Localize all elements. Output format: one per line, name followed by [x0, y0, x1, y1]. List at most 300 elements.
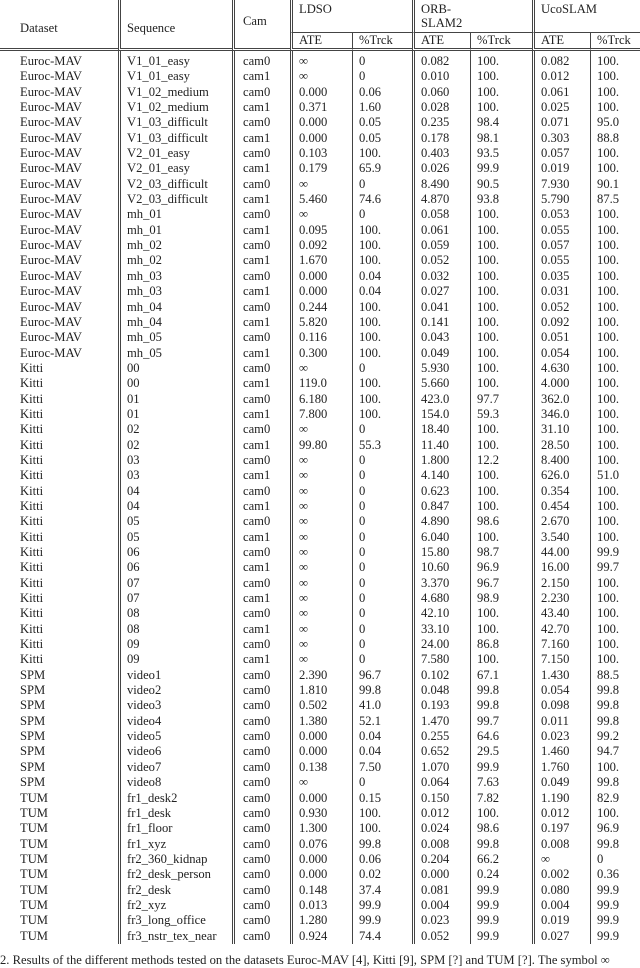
- cell-orb-ate: 4.870: [412, 192, 470, 207]
- cell-uco-ate: 2.230: [532, 591, 590, 606]
- cell-ldso-trck: 0: [352, 69, 412, 84]
- cell-uco-ate: 0.025: [532, 100, 590, 115]
- cell-orb-trck: 67.1: [470, 668, 532, 683]
- cell-dataset: Euroc-MAV: [20, 284, 83, 299]
- cell-dataset: SPM: [20, 713, 46, 728]
- cell-orb-ate: 0.082: [412, 51, 470, 69]
- cell-uco-trck: 99.2: [590, 729, 640, 744]
- cell-ldso-ate: 1.670: [290, 253, 352, 268]
- cell-uco-trck: 100.: [590, 422, 640, 437]
- header-row-methods: [0, 0, 640, 32]
- cell-orb-trck: 100.: [470, 468, 532, 483]
- cell-ldso-ate: 1.300: [290, 821, 352, 836]
- cell-ldso-ate: 0.148: [290, 883, 352, 898]
- cell-orb-trck: 7.63: [470, 775, 532, 790]
- cell-ldso-trck: 99.8: [352, 837, 412, 852]
- cell-orb-trck: 100.: [470, 484, 532, 499]
- cell-orb-trck: 7.82: [470, 791, 532, 806]
- cell-uco-ate: 346.0: [532, 407, 590, 422]
- cell-orb-trck: 99.8: [470, 698, 532, 713]
- table-row: [0, 791, 640, 806]
- cell-cam: cam0: [232, 330, 290, 345]
- cell-ldso-ate: ∞: [290, 177, 352, 192]
- cell-dataset: Kitti: [20, 514, 44, 529]
- cell-ldso-ate: ∞: [290, 545, 352, 560]
- table-row: [0, 85, 640, 100]
- header-method-ldso: [290, 0, 412, 32]
- cell-orb-ate: 0.141: [412, 315, 470, 330]
- cell-cam: cam0: [232, 821, 290, 836]
- cell-ldso-ate: ∞: [290, 775, 352, 790]
- cell-ldso-trck: 0: [352, 560, 412, 575]
- cell-uco-trck: 100.: [590, 100, 640, 115]
- cell-sequence: 04: [118, 499, 232, 514]
- table-row: [0, 622, 640, 637]
- cell-cam: cam0: [232, 484, 290, 499]
- cell-ldso-ate: 5.820: [290, 315, 352, 330]
- cell-orb-trck: 99.8: [470, 683, 532, 698]
- cell-orb-ate: 0.064: [412, 775, 470, 790]
- cell-sequence: V2_01_easy: [118, 146, 232, 161]
- cell-ldso-trck: 100.: [352, 300, 412, 315]
- cell-dataset: Euroc-MAV: [20, 299, 83, 314]
- table-row: [0, 775, 640, 790]
- cell-orb-ate: 6.040: [412, 530, 470, 545]
- cell-uco-ate: 0.057: [532, 238, 590, 253]
- cell-ldso-ate: 0.502: [290, 698, 352, 713]
- cell-sequence: 00: [118, 361, 232, 376]
- cell-cam: cam0: [232, 867, 290, 882]
- cell-uco-ate: 5.790: [532, 192, 590, 207]
- cell-orb-trck: 93.5: [470, 146, 532, 161]
- cell-sequence: fr3_nstr_tex_near: [118, 929, 232, 944]
- cell-uco-ate: 28.50: [532, 438, 590, 453]
- table-row: [0, 560, 640, 575]
- cell-sequence: mh_05: [118, 346, 232, 361]
- cell-uco-ate: 0.031: [532, 284, 590, 299]
- cell-orb-ate: 0.048: [412, 683, 470, 698]
- table-row: [0, 346, 640, 361]
- cell-dataset: Euroc-MAV: [20, 84, 83, 99]
- cell-sequence: fr1_desk2: [118, 791, 232, 806]
- cell-sequence: mh_03: [118, 284, 232, 299]
- cell-sequence: 00: [118, 376, 232, 391]
- table-row: [0, 760, 640, 775]
- cell-sequence: mh_05: [118, 330, 232, 345]
- cell-uco-trck: 99.8: [590, 714, 640, 729]
- cell-ldso-ate: 0.000: [290, 85, 352, 100]
- cell-uco-ate: 0.011: [532, 714, 590, 729]
- cell-uco-trck: 100.: [590, 253, 640, 268]
- cell-ldso-ate: 0.000: [290, 284, 352, 299]
- table-row: [0, 668, 640, 683]
- cell-uco-trck: 100.: [590, 622, 640, 637]
- cell-uco-ate: 0.052: [532, 300, 590, 315]
- cell-orb-trck: 100.: [470, 223, 532, 238]
- cell-orb-ate: 0.043: [412, 330, 470, 345]
- cell-uco-trck: 99.8: [590, 775, 640, 790]
- cell-orb-ate: 1.070: [412, 760, 470, 775]
- cell-orb-ate: 10.60: [412, 560, 470, 575]
- cell-dataset: SPM: [20, 759, 46, 774]
- cell-orb-ate: 0.012: [412, 806, 470, 821]
- cell-cam: cam1: [232, 499, 290, 514]
- cell-cam: cam1: [232, 253, 290, 268]
- cell-orb-ate: 18.40: [412, 422, 470, 437]
- cell-dataset: Euroc-MAV: [20, 192, 83, 207]
- cell-orb-ate: 0.008: [412, 837, 470, 852]
- header-trck: %Trck: [590, 32, 640, 51]
- cell-ldso-ate: 7.800: [290, 407, 352, 422]
- cell-cam: cam0: [232, 115, 290, 130]
- cell-dataset: Kitti: [20, 468, 44, 483]
- cell-dataset: SPM: [20, 729, 46, 744]
- cell-cam: cam0: [232, 545, 290, 560]
- cell-ldso-ate: 0.000: [290, 115, 352, 130]
- cell-ldso-ate: 0.095: [290, 223, 352, 238]
- cell-orb-trck: 100.: [470, 69, 532, 84]
- table-row: [0, 576, 640, 591]
- cell-orb-trck: 100.: [470, 284, 532, 299]
- cell-ldso-trck: 100.: [352, 253, 412, 268]
- cell-ldso-ate: ∞: [290, 560, 352, 575]
- cell-uco-trck: 90.1: [590, 177, 640, 192]
- cell-cam: cam1: [232, 161, 290, 176]
- cell-uco-ate: 1.760: [532, 760, 590, 775]
- cell-orb-ate: 0.193: [412, 698, 470, 713]
- table-row: [0, 714, 640, 729]
- cell-uco-ate: 0.012: [532, 69, 590, 84]
- cell-dataset: Euroc-MAV: [20, 345, 83, 360]
- cell-orb-trck: 100.: [470, 100, 532, 115]
- table-row: [0, 606, 640, 621]
- cell-orb-trck: 99.9: [470, 161, 532, 176]
- cell-ldso-ate: ∞: [290, 637, 352, 652]
- cell-orb-trck: 98.9: [470, 591, 532, 606]
- cell-dataset: Kitti: [20, 591, 44, 606]
- table-row: [0, 69, 640, 84]
- cell-ldso-ate: 0.103: [290, 146, 352, 161]
- cell-uco-trck: 100.: [590, 484, 640, 499]
- cell-cam: cam1: [232, 652, 290, 667]
- cell-sequence: V1_03_difficult: [118, 115, 232, 130]
- cell-ldso-ate: ∞: [290, 576, 352, 591]
- cell-dataset: Kitti: [20, 422, 44, 437]
- table-row: [0, 698, 640, 713]
- cell-sequence: video7: [118, 760, 232, 775]
- cell-uco-ate: 0.035: [532, 269, 590, 284]
- cell-ldso-ate: ∞: [290, 422, 352, 437]
- cell-cam: cam1: [232, 69, 290, 84]
- cell-uco-ate: 0.019: [532, 161, 590, 176]
- cell-uco-trck: 99.9: [590, 883, 640, 898]
- cell-ldso-ate: ∞: [290, 484, 352, 499]
- table-row: [0, 376, 640, 391]
- cell-orb-ate: 0.032: [412, 269, 470, 284]
- cell-orb-ate: 0.041: [412, 300, 470, 315]
- cell-dataset: SPM: [20, 698, 46, 713]
- cell-uco-trck: 0.36: [590, 867, 640, 882]
- cell-ldso-trck: 0: [352, 545, 412, 560]
- cell-cam: cam0: [232, 775, 290, 790]
- cell-orb-trck: 100.: [470, 238, 532, 253]
- cell-dataset: Euroc-MAV: [20, 130, 83, 145]
- cell-sequence: V2_01_easy: [118, 161, 232, 176]
- cell-ldso-ate: 0.013: [290, 898, 352, 913]
- table-row: [0, 192, 640, 207]
- cell-orb-trck: 99.9: [470, 883, 532, 898]
- cell-orb-trck: 100.: [470, 85, 532, 100]
- cell-ldso-ate: 0.930: [290, 806, 352, 821]
- cell-dataset: TUM: [20, 913, 48, 928]
- header-method-orbslam2: [412, 0, 532, 32]
- cell-ldso-ate: 0.000: [290, 269, 352, 284]
- cell-ldso-trck: 0: [352, 622, 412, 637]
- cell-uco-trck: 99.7: [590, 560, 640, 575]
- cell-uco-trck: 99.9: [590, 913, 640, 928]
- cell-orb-trck: 100.: [470, 207, 532, 222]
- table-row: [0, 883, 640, 898]
- cell-orb-trck: 86.8: [470, 637, 532, 652]
- cell-cam: cam0: [232, 177, 290, 192]
- cell-ldso-trck: 100.: [352, 223, 412, 238]
- cell-uco-ate: 362.0: [532, 392, 590, 407]
- cell-ldso-trck: 96.7: [352, 668, 412, 683]
- cell-orb-trck: 96.7: [470, 576, 532, 591]
- cell-ldso-trck: 41.0: [352, 698, 412, 713]
- cell-ldso-ate: 0.924: [290, 929, 352, 944]
- cell-sequence: 01: [118, 407, 232, 422]
- cell-cam: cam0: [232, 146, 290, 161]
- cell-orb-trck: 100.: [470, 300, 532, 315]
- cell-uco-ate: 0.051: [532, 330, 590, 345]
- header-trck: %Trck: [470, 32, 532, 51]
- cell-dataset: Kitti: [20, 437, 44, 452]
- cell-orb-trck: 98.4: [470, 115, 532, 130]
- cell-cam: cam0: [232, 683, 290, 698]
- cell-orb-trck: 0.24: [470, 867, 532, 882]
- cell-ldso-trck: 100.: [352, 376, 412, 391]
- cell-ldso-ate: 0.138: [290, 760, 352, 775]
- cell-ldso-ate: 0.000: [290, 729, 352, 744]
- cell-orb-ate: 423.0: [412, 392, 470, 407]
- cell-uco-ate: 0.004: [532, 898, 590, 913]
- cell-ldso-trck: 100.: [352, 407, 412, 422]
- cell-sequence: 02: [118, 438, 232, 453]
- cell-ldso-trck: 0.06: [352, 85, 412, 100]
- cell-ldso-ate: 1.380: [290, 714, 352, 729]
- cell-orb-ate: 0.024: [412, 821, 470, 836]
- cell-dataset: TUM: [20, 882, 48, 897]
- cell-cam: cam0: [232, 637, 290, 652]
- cell-ldso-trck: 100.: [352, 346, 412, 361]
- cell-sequence: V1_02_medium: [118, 100, 232, 115]
- cell-orb-ate: 0.026: [412, 161, 470, 176]
- cell-dataset: Kitti: [20, 545, 44, 559]
- cell-dataset: TUM: [20, 790, 48, 805]
- cell-orb-trck: 29.5: [470, 744, 532, 759]
- cell-ldso-trck: 0.05: [352, 115, 412, 130]
- cell-ldso-trck: 99.9: [352, 898, 412, 913]
- cell-sequence: V2_03_difficult: [118, 177, 232, 192]
- table-row: [0, 269, 640, 284]
- cell-sequence: V2_03_difficult: [118, 192, 232, 207]
- cell-ldso-ate: ∞: [290, 453, 352, 468]
- cell-uco-ate: 0.071: [532, 115, 590, 130]
- cell-orb-ate: 0.004: [412, 898, 470, 913]
- cell-uco-ate: 0.098: [532, 698, 590, 713]
- table-row: [0, 913, 640, 928]
- cell-orb-trck: 99.9: [470, 929, 532, 944]
- cell-uco-ate: 0.055: [532, 253, 590, 268]
- cell-uco-trck: 100.: [590, 806, 640, 821]
- cell-uco-trck: 96.9: [590, 821, 640, 836]
- cell-cam: cam0: [232, 837, 290, 852]
- cell-ldso-ate: 0.000: [290, 852, 352, 867]
- header-dataset: Dataset: [0, 0, 118, 51]
- table-row: [0, 545, 640, 560]
- table-row: [0, 468, 640, 483]
- cell-uco-trck: 100.: [590, 652, 640, 667]
- cell-uco-trck: 87.5: [590, 192, 640, 207]
- cell-sequence: 08: [118, 622, 232, 637]
- cell-ldso-trck: 0.04: [352, 284, 412, 299]
- table-row: [0, 499, 640, 514]
- header-method-ucoslam: [532, 0, 640, 32]
- cell-dataset: Euroc-MAV: [20, 115, 83, 130]
- cell-sequence: 06: [118, 560, 232, 575]
- cell-uco-ate: 7.160: [532, 637, 590, 652]
- cell-uco-ate: 626.0: [532, 468, 590, 483]
- table-row: [0, 591, 640, 606]
- cell-uco-trck: 100.: [590, 238, 640, 253]
- cell-sequence: V1_01_easy: [118, 51, 232, 69]
- cell-orb-trck: 59.3: [470, 407, 532, 422]
- cell-ldso-ate: ∞: [290, 207, 352, 222]
- cell-uco-trck: 100.: [590, 330, 640, 345]
- cell-dataset: Euroc-MAV: [20, 330, 83, 345]
- cell-orb-trck: 98.7: [470, 545, 532, 560]
- cell-ldso-ate: 119.0: [290, 376, 352, 391]
- cell-ldso-ate: 0.000: [290, 744, 352, 759]
- header-trck: %Trck: [352, 32, 412, 51]
- cell-cam: cam1: [232, 315, 290, 330]
- table-row: [0, 438, 640, 453]
- cell-ldso-trck: 55.3: [352, 438, 412, 453]
- cell-cam: cam1: [232, 468, 290, 483]
- cell-orb-ate: 0.623: [412, 484, 470, 499]
- cell-uco-trck: 100.: [590, 51, 640, 69]
- cell-dataset: Kitti: [20, 360, 44, 375]
- cell-sequence: 07: [118, 576, 232, 591]
- cell-orb-ate: 0.403: [412, 146, 470, 161]
- cell-cam: cam1: [232, 622, 290, 637]
- cell-dataset: Euroc-MAV: [20, 146, 83, 161]
- cell-uco-ate: 2.670: [532, 514, 590, 529]
- cell-cam: cam1: [232, 407, 290, 422]
- cell-ldso-ate: 2.390: [290, 668, 352, 683]
- cell-uco-ate: 0.049: [532, 775, 590, 790]
- cell-ldso-ate: 99.80: [290, 438, 352, 453]
- cell-uco-ate: 4.630: [532, 361, 590, 376]
- cell-orb-trck: 99.9: [470, 760, 532, 775]
- method-name-line2: SLAM2: [421, 16, 463, 30]
- cell-ldso-ate: ∞: [290, 606, 352, 621]
- table-row: [0, 484, 640, 499]
- cell-uco-trck: 100.: [590, 591, 640, 606]
- cell-sequence: video4: [118, 714, 232, 729]
- cell-dataset: SPM: [20, 744, 46, 759]
- cell-cam: cam1: [232, 131, 290, 146]
- cell-cam: cam0: [232, 698, 290, 713]
- cell-dataset: TUM: [20, 836, 48, 851]
- cell-ldso-trck: 0: [352, 637, 412, 652]
- cell-ldso-trck: 1.60: [352, 100, 412, 115]
- cell-uco-trck: 100.: [590, 207, 640, 222]
- table-row: [0, 177, 640, 192]
- cell-orb-ate: 4.680: [412, 591, 470, 606]
- table-row: [0, 929, 640, 944]
- cell-uco-ate: 16.00: [532, 560, 590, 575]
- cell-cam: cam0: [232, 453, 290, 468]
- cell-orb-ate: 0.255: [412, 729, 470, 744]
- cell-uco-trck: 99.9: [590, 929, 640, 944]
- cell-dataset: Euroc-MAV: [20, 253, 83, 268]
- header-ate: ATE: [532, 32, 590, 51]
- cell-cam: cam0: [232, 392, 290, 407]
- cell-sequence: V1_02_medium: [118, 85, 232, 100]
- cell-dataset: TUM: [20, 851, 48, 866]
- cell-sequence: mh_04: [118, 315, 232, 330]
- cell-uco-trck: 100.: [590, 284, 640, 299]
- table-row: [0, 146, 640, 161]
- cell-cam: cam0: [232, 806, 290, 821]
- cell-uco-trck: 100.: [590, 514, 640, 529]
- table-row: [0, 161, 640, 176]
- cell-ldso-trck: 0.05: [352, 131, 412, 146]
- cell-orb-trck: 100.: [470, 269, 532, 284]
- cell-orb-ate: 0.060: [412, 85, 470, 100]
- cell-ldso-trck: 65.9: [352, 161, 412, 176]
- cell-uco-trck: 100.: [590, 637, 640, 652]
- table-row: [0, 821, 640, 836]
- cell-sequence: 03: [118, 468, 232, 483]
- cell-orb-ate: 33.10: [412, 622, 470, 637]
- cell-uco-trck: 100.: [590, 146, 640, 161]
- cell-sequence: mh_04: [118, 300, 232, 315]
- cell-dataset: TUM: [20, 928, 48, 943]
- cell-cam: cam0: [232, 744, 290, 759]
- cell-cam: cam1: [232, 223, 290, 238]
- cell-uco-trck: 95.0: [590, 115, 640, 130]
- cell-orb-ate: 5.660: [412, 376, 470, 391]
- cell-uco-ate: 0.002: [532, 867, 590, 882]
- cell-cam: cam0: [232, 668, 290, 683]
- cell-uco-trck: 100.: [590, 161, 640, 176]
- cell-orb-ate: 5.930: [412, 361, 470, 376]
- cell-cam: cam0: [232, 898, 290, 913]
- cell-uco-ate: 0.082: [532, 51, 590, 69]
- cell-sequence: 05: [118, 514, 232, 529]
- table-row: [0, 744, 640, 759]
- table-row: [0, 837, 640, 852]
- cell-ldso-ate: ∞: [290, 652, 352, 667]
- cell-orb-trck: 100.: [470, 806, 532, 821]
- cell-uco-trck: 100.: [590, 376, 640, 391]
- cell-sequence: video8: [118, 775, 232, 790]
- table-row: [0, 330, 640, 345]
- cell-sequence: video3: [118, 698, 232, 713]
